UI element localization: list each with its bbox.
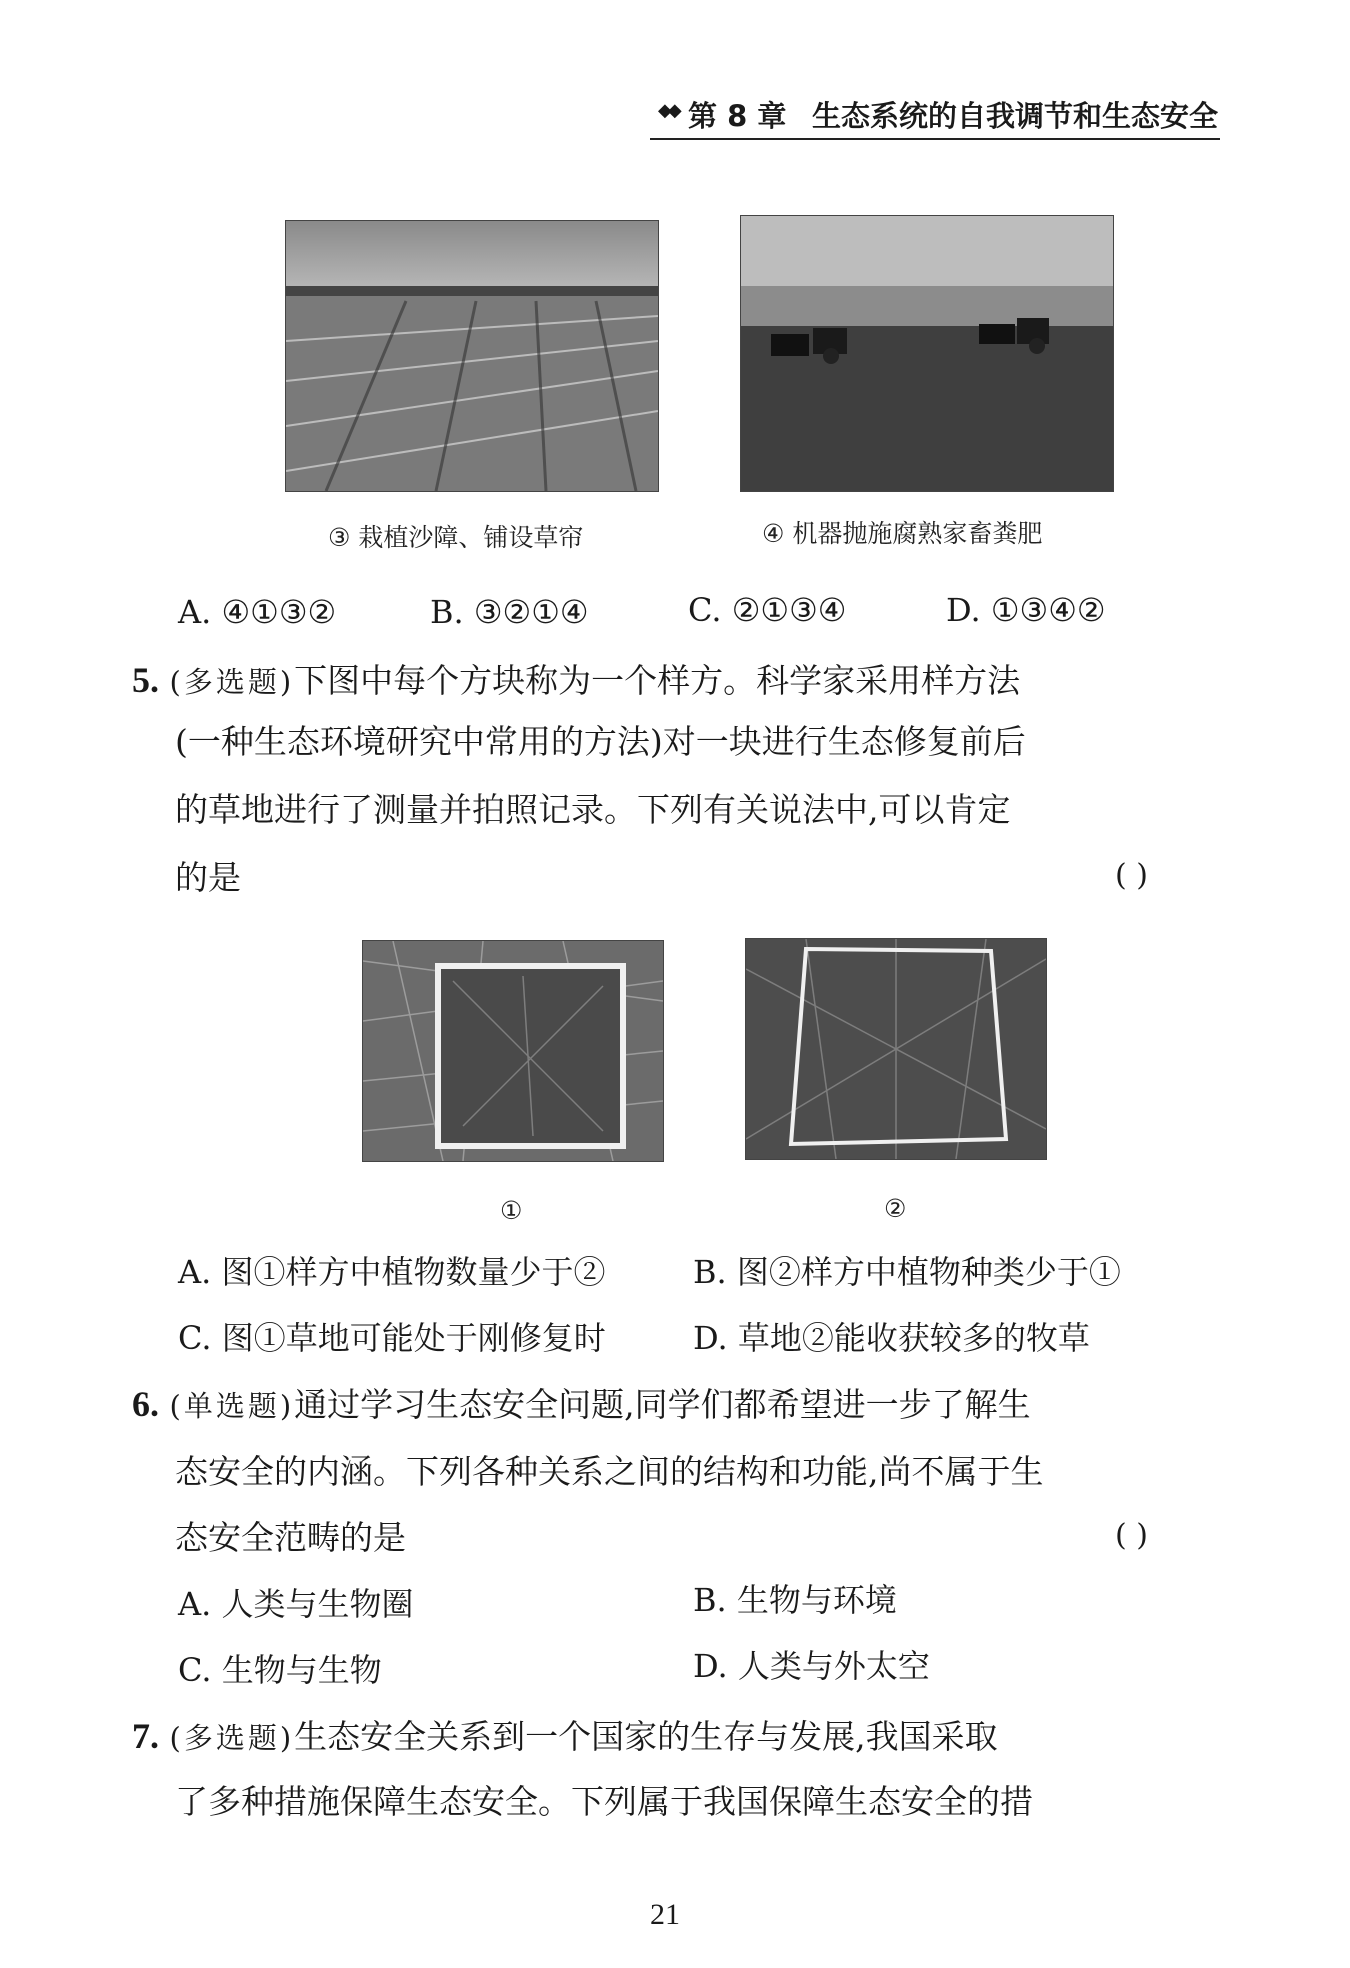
q7-line-1 <box>132 1716 998 1758</box>
diamond-icon: ◆◆ <box>658 100 678 121</box>
photo-caption-3: ③ 栽植沙障、铺设草帘 <box>328 523 584 552</box>
q6-option-c: C. 生物与生物 <box>178 1651 382 1689</box>
q5-line-3: 的草地进行了测量并拍照记录。下列有关说法中,可以肯定 <box>175 790 1011 829</box>
q6-answer-paren: ( ) <box>1115 1518 1148 1553</box>
q6-option-b: B. 生物与环境 <box>693 1581 897 1619</box>
photo-sand-barrier <box>285 220 659 492</box>
q7-line-2: 了多种措施保障生态安全。下列属于我国保障生态安全的措 <box>175 1782 1033 1821</box>
q5-option-c: C. 图①草地可能处于刚修复时 <box>178 1319 606 1357</box>
q6-option-d: D. 人类与外太空 <box>693 1647 930 1685</box>
q5-option-a: A. 图①样方中植物数量少于② <box>178 1253 606 1291</box>
chapter-title: 生态系统的自我调节和生态安全 <box>812 99 1219 133</box>
chapter-number: 第 8 章 <box>688 99 787 133</box>
q6-number: 6. <box>132 1384 159 1424</box>
q6-text-1: 通过学习生态安全问题,同学们都希望进一步了解生 <box>294 1385 1031 1424</box>
q5-option-d: D. 草地②能收获较多的牧草 <box>693 1319 1090 1357</box>
q6-line-2: 态安全的内涵。下列各种关系之间的结构和功能,尚不属于生 <box>175 1452 1044 1491</box>
photo-machine-fertilizing <box>740 215 1114 492</box>
q5-line-1 <box>132 660 1020 702</box>
q5-text-1: 下图中每个方块称为一个样方。科学家采用样方法 <box>294 661 1021 700</box>
q6-option-a: A. 人类与生物圈 <box>178 1585 414 1623</box>
q7-number: 7. <box>132 1716 159 1756</box>
q5-option-b: B. 图②样方中植物种类少于① <box>693 1253 1121 1291</box>
q4-option-b: B. ③②①④ <box>430 593 589 631</box>
q6-line-3: 态安全范畴的是 <box>175 1518 406 1557</box>
photo-caption-4: ④ 机器抛施腐熟家畜粪肥 <box>762 519 1043 548</box>
quadrat-photo-2 <box>745 938 1047 1160</box>
q5-line-2: (一种生态环境研究中常用的方法)对一块进行生态修复前后 <box>175 722 1026 761</box>
q5-line-4: 的是 <box>175 858 241 897</box>
quadrat-label-1: ① <box>500 1196 523 1225</box>
q6-line-1 <box>132 1384 1031 1426</box>
chapter-header <box>650 92 1220 140</box>
q4-option-c: C. ②①③④ <box>688 591 847 629</box>
q4-option-d: D. ①③④② <box>946 591 1106 629</box>
quadrat-label-2: ② <box>884 1194 907 1223</box>
quadrat-photo-1 <box>362 940 664 1162</box>
q7-text-1: 生态安全关系到一个国家的生存与发展,我国采取 <box>294 1717 998 1756</box>
q6-tag: (单选题) <box>169 1389 295 1423</box>
q5-answer-paren: ( ) <box>1115 858 1148 893</box>
q7-tag: (多选题) <box>169 1721 295 1755</box>
q5-number: 5. <box>132 660 159 700</box>
page-number: 21 <box>650 1898 680 1931</box>
q5-tag: (多选题) <box>169 665 295 699</box>
q4-option-a: A. ④①③② <box>178 593 337 631</box>
